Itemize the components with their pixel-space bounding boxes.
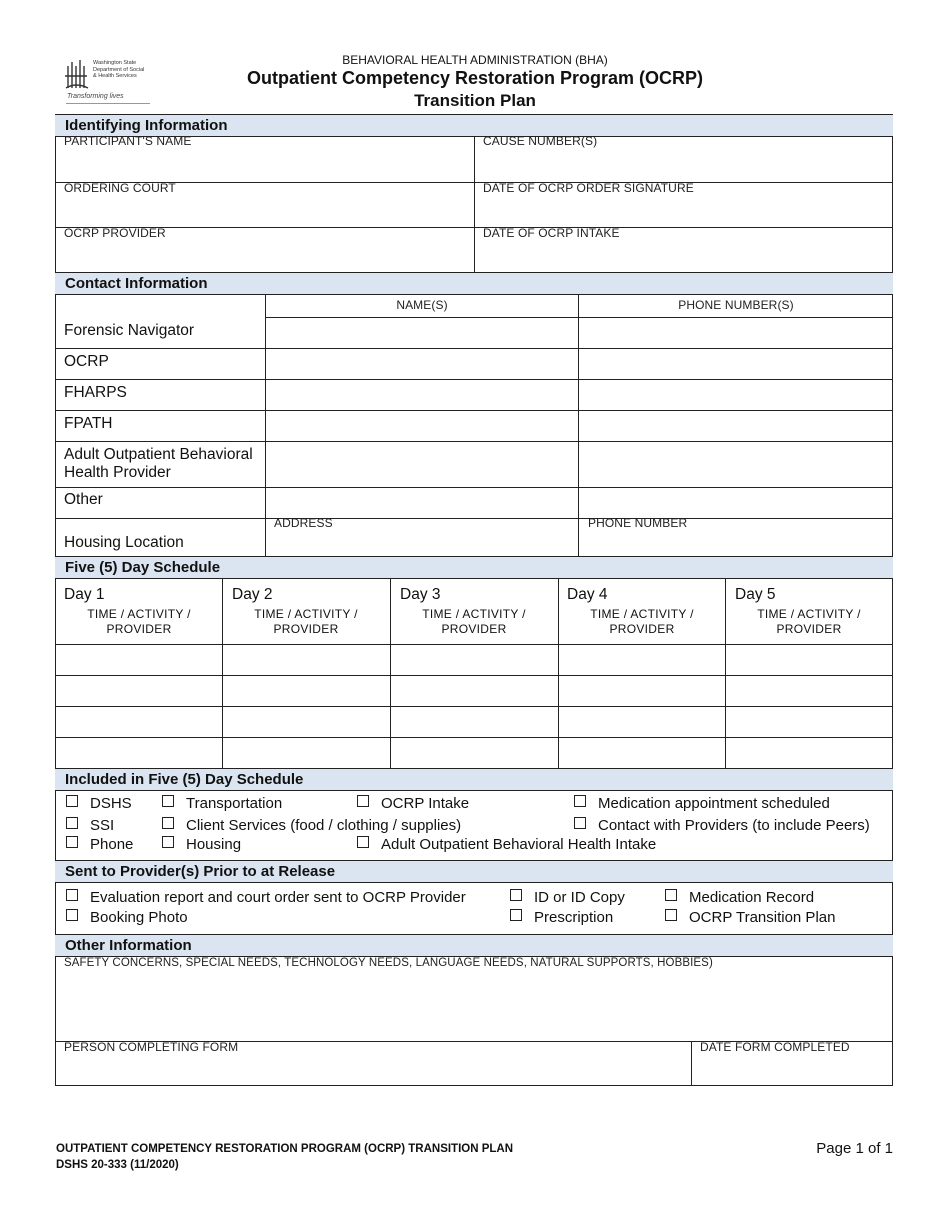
contact-phone-input[interactable] [579, 318, 892, 348]
day-subheader: TIME / ACTIVITY / PROVIDER [590, 607, 694, 636]
checkbox-prescription[interactable] [510, 909, 613, 927]
checkbox-eval-report[interactable] [66, 889, 466, 907]
page-number: Page 1 of 1 [816, 1140, 893, 1157]
checkbox-icon[interactable] [66, 817, 78, 829]
checkbox-icon[interactable] [510, 909, 522, 921]
checkbox-label: Phone [90, 836, 134, 853]
date-completed-field[interactable]: DATE FORM COMPLETED [700, 1040, 850, 1054]
checkbox-icon[interactable] [66, 795, 78, 807]
checkbox-adult-intake[interactable] [357, 836, 656, 854]
checkbox-icon[interactable] [66, 889, 78, 901]
participant-name-field[interactable]: PARTICIPANT'S NAME [64, 134, 192, 148]
contact-row-label: Adult Outpatient Behavioral Health Provider [64, 446, 253, 481]
checkbox-phone[interactable] [66, 836, 133, 854]
checkbox-label: Booking Photo [90, 909, 188, 926]
checkbox-med-appt[interactable] [574, 795, 830, 813]
concerns-field[interactable]: SAFETY CONCERNS, SPECIAL NEEDS, TECHNOLOGY NEEDS, LANGUAGE NEEDS, NATURAL SUPPORTS, HOBBIES) [64, 957, 713, 969]
checkbox-icon[interactable] [357, 795, 369, 807]
housing-location-label: Housing Location [64, 534, 184, 551]
ordering-court-field[interactable]: ORDERING COURT [64, 181, 176, 195]
checkbox-label: Medication appointment scheduled [598, 795, 830, 812]
col-names-header: NAME(S) [396, 298, 448, 312]
agency-name: BEHAVIORAL HEALTH ADMINISTRATION (BHA) [342, 53, 608, 67]
checkbox-label: Prescription [534, 909, 614, 926]
section-sent: Sent to Provider(s) Prior to at Release [55, 861, 893, 882]
checkbox-icon[interactable] [162, 795, 174, 807]
day-label: Day 3 [400, 586, 441, 603]
day-subheader: TIME / ACTIVITY / PROVIDER [757, 607, 861, 636]
checkbox-label: SSI [90, 817, 115, 834]
housing-address-field[interactable]: ADDRESS [274, 516, 333, 530]
checkbox-icon[interactable] [66, 836, 78, 848]
checkbox-label: Housing [186, 836, 242, 853]
contact-row-label: FPATH [64, 415, 113, 432]
contact-name-input[interactable] [266, 318, 578, 348]
section-included: Included in Five (5) Day Schedule [55, 769, 893, 790]
checkbox-med-record[interactable] [665, 889, 814, 907]
checkbox-icon[interactable] [574, 817, 586, 829]
section-identifying: Identifying Information [55, 115, 893, 136]
form-title: Outpatient Competency Restoration Program (OCRP) [246, 68, 704, 88]
checkbox-icon[interactable] [574, 795, 586, 807]
checkbox-label: DSHS [90, 795, 132, 812]
day-subheader: TIME / ACTIVITY / PROVIDER [422, 607, 526, 636]
checkbox-label: Evaluation report and court order sent to OCRP Provider [90, 889, 466, 906]
footer-form-number: DSHS 20-333 (11/2020) [56, 1159, 179, 1171]
checkbox-booking-photo[interactable] [66, 909, 188, 927]
checkbox-label: OCRP Intake [381, 795, 470, 812]
checkbox-label: ID or ID Copy [534, 889, 625, 906]
checkbox-client-services[interactable] [162, 817, 461, 835]
checkbox-icon[interactable] [162, 817, 174, 829]
logo-tagline: Transforming lives [67, 93, 124, 100]
checkbox-icon[interactable] [162, 836, 174, 848]
checkbox-ssi[interactable] [66, 817, 114, 835]
checkbox-icon[interactable] [665, 889, 677, 901]
day-label: Day 4 [567, 586, 608, 603]
checkbox-transportation[interactable] [162, 795, 282, 813]
footer-form-title: OUTPATIENT COMPETENCY RESTORATION PROGRAM (OCRP) TRANSITION PLAN [56, 1143, 514, 1155]
col-phones-header: PHONE NUMBER(S) [678, 298, 794, 312]
intake-date-field[interactable]: DATE OF OCRP INTAKE [483, 226, 620, 240]
checkbox-label: Adult Outpatient Behavioral Health Intake [381, 836, 657, 853]
checkbox-label: OCRP Transition Plan [689, 909, 836, 926]
checkbox-label: Client Services (food / clothing / supplies) [186, 817, 462, 834]
checkbox-ocrp-intake[interactable] [357, 795, 469, 813]
day-label: Day 2 [232, 586, 273, 603]
checkbox-label: Contact with Providers (to include Peers) [598, 817, 870, 834]
section-contact: Contact Information [55, 273, 893, 294]
day-subheader: TIME / ACTIVITY / PROVIDER [254, 607, 358, 636]
logo-line3: & Health Services [93, 73, 137, 79]
checkbox-contact-providers[interactable] [574, 817, 870, 835]
section-other: Other Information [55, 935, 893, 956]
housing-phone-field[interactable]: PHONE NUMBER [588, 516, 688, 530]
order-signature-date-field[interactable]: DATE OF OCRP ORDER SIGNATURE [483, 181, 694, 195]
day-label: Day 1 [64, 586, 105, 603]
checkbox-housing[interactable] [162, 836, 241, 854]
day-label: Day 5 [735, 586, 776, 603]
checkbox-icon[interactable] [665, 909, 677, 921]
checkbox-id-copy[interactable] [510, 889, 625, 907]
checkbox-label: Medication Record [689, 889, 815, 906]
ocrp-provider-field[interactable]: OCRP PROVIDER [64, 226, 166, 240]
contact-row-label: OCRP [64, 353, 109, 370]
checkbox-label: Transportation [186, 795, 283, 812]
logo-line1: Washington State [93, 60, 137, 66]
contact-row-label: Other [64, 491, 103, 508]
checkbox-icon[interactable] [357, 836, 369, 848]
checkbox-transition-plan[interactable] [665, 909, 835, 927]
person-completing-field[interactable]: PERSON COMPLETING FORM [64, 1040, 239, 1054]
section-schedule: Five (5) Day Schedule [55, 557, 893, 578]
contact-row-label: FHARPS [64, 384, 127, 401]
form-subtitle: Transition Plan [414, 91, 536, 110]
day-subheader: TIME / ACTIVITY / PROVIDER [87, 607, 191, 636]
cause-numbers-field[interactable]: CAUSE NUMBER(S) [483, 134, 598, 148]
checkbox-icon[interactable] [510, 889, 522, 901]
checkbox-icon[interactable] [66, 909, 78, 921]
contact-row-label: Forensic Navigator [64, 322, 195, 339]
checkbox-dshs[interactable] [66, 795, 132, 813]
logo-line2: Department of Social [93, 66, 145, 73]
